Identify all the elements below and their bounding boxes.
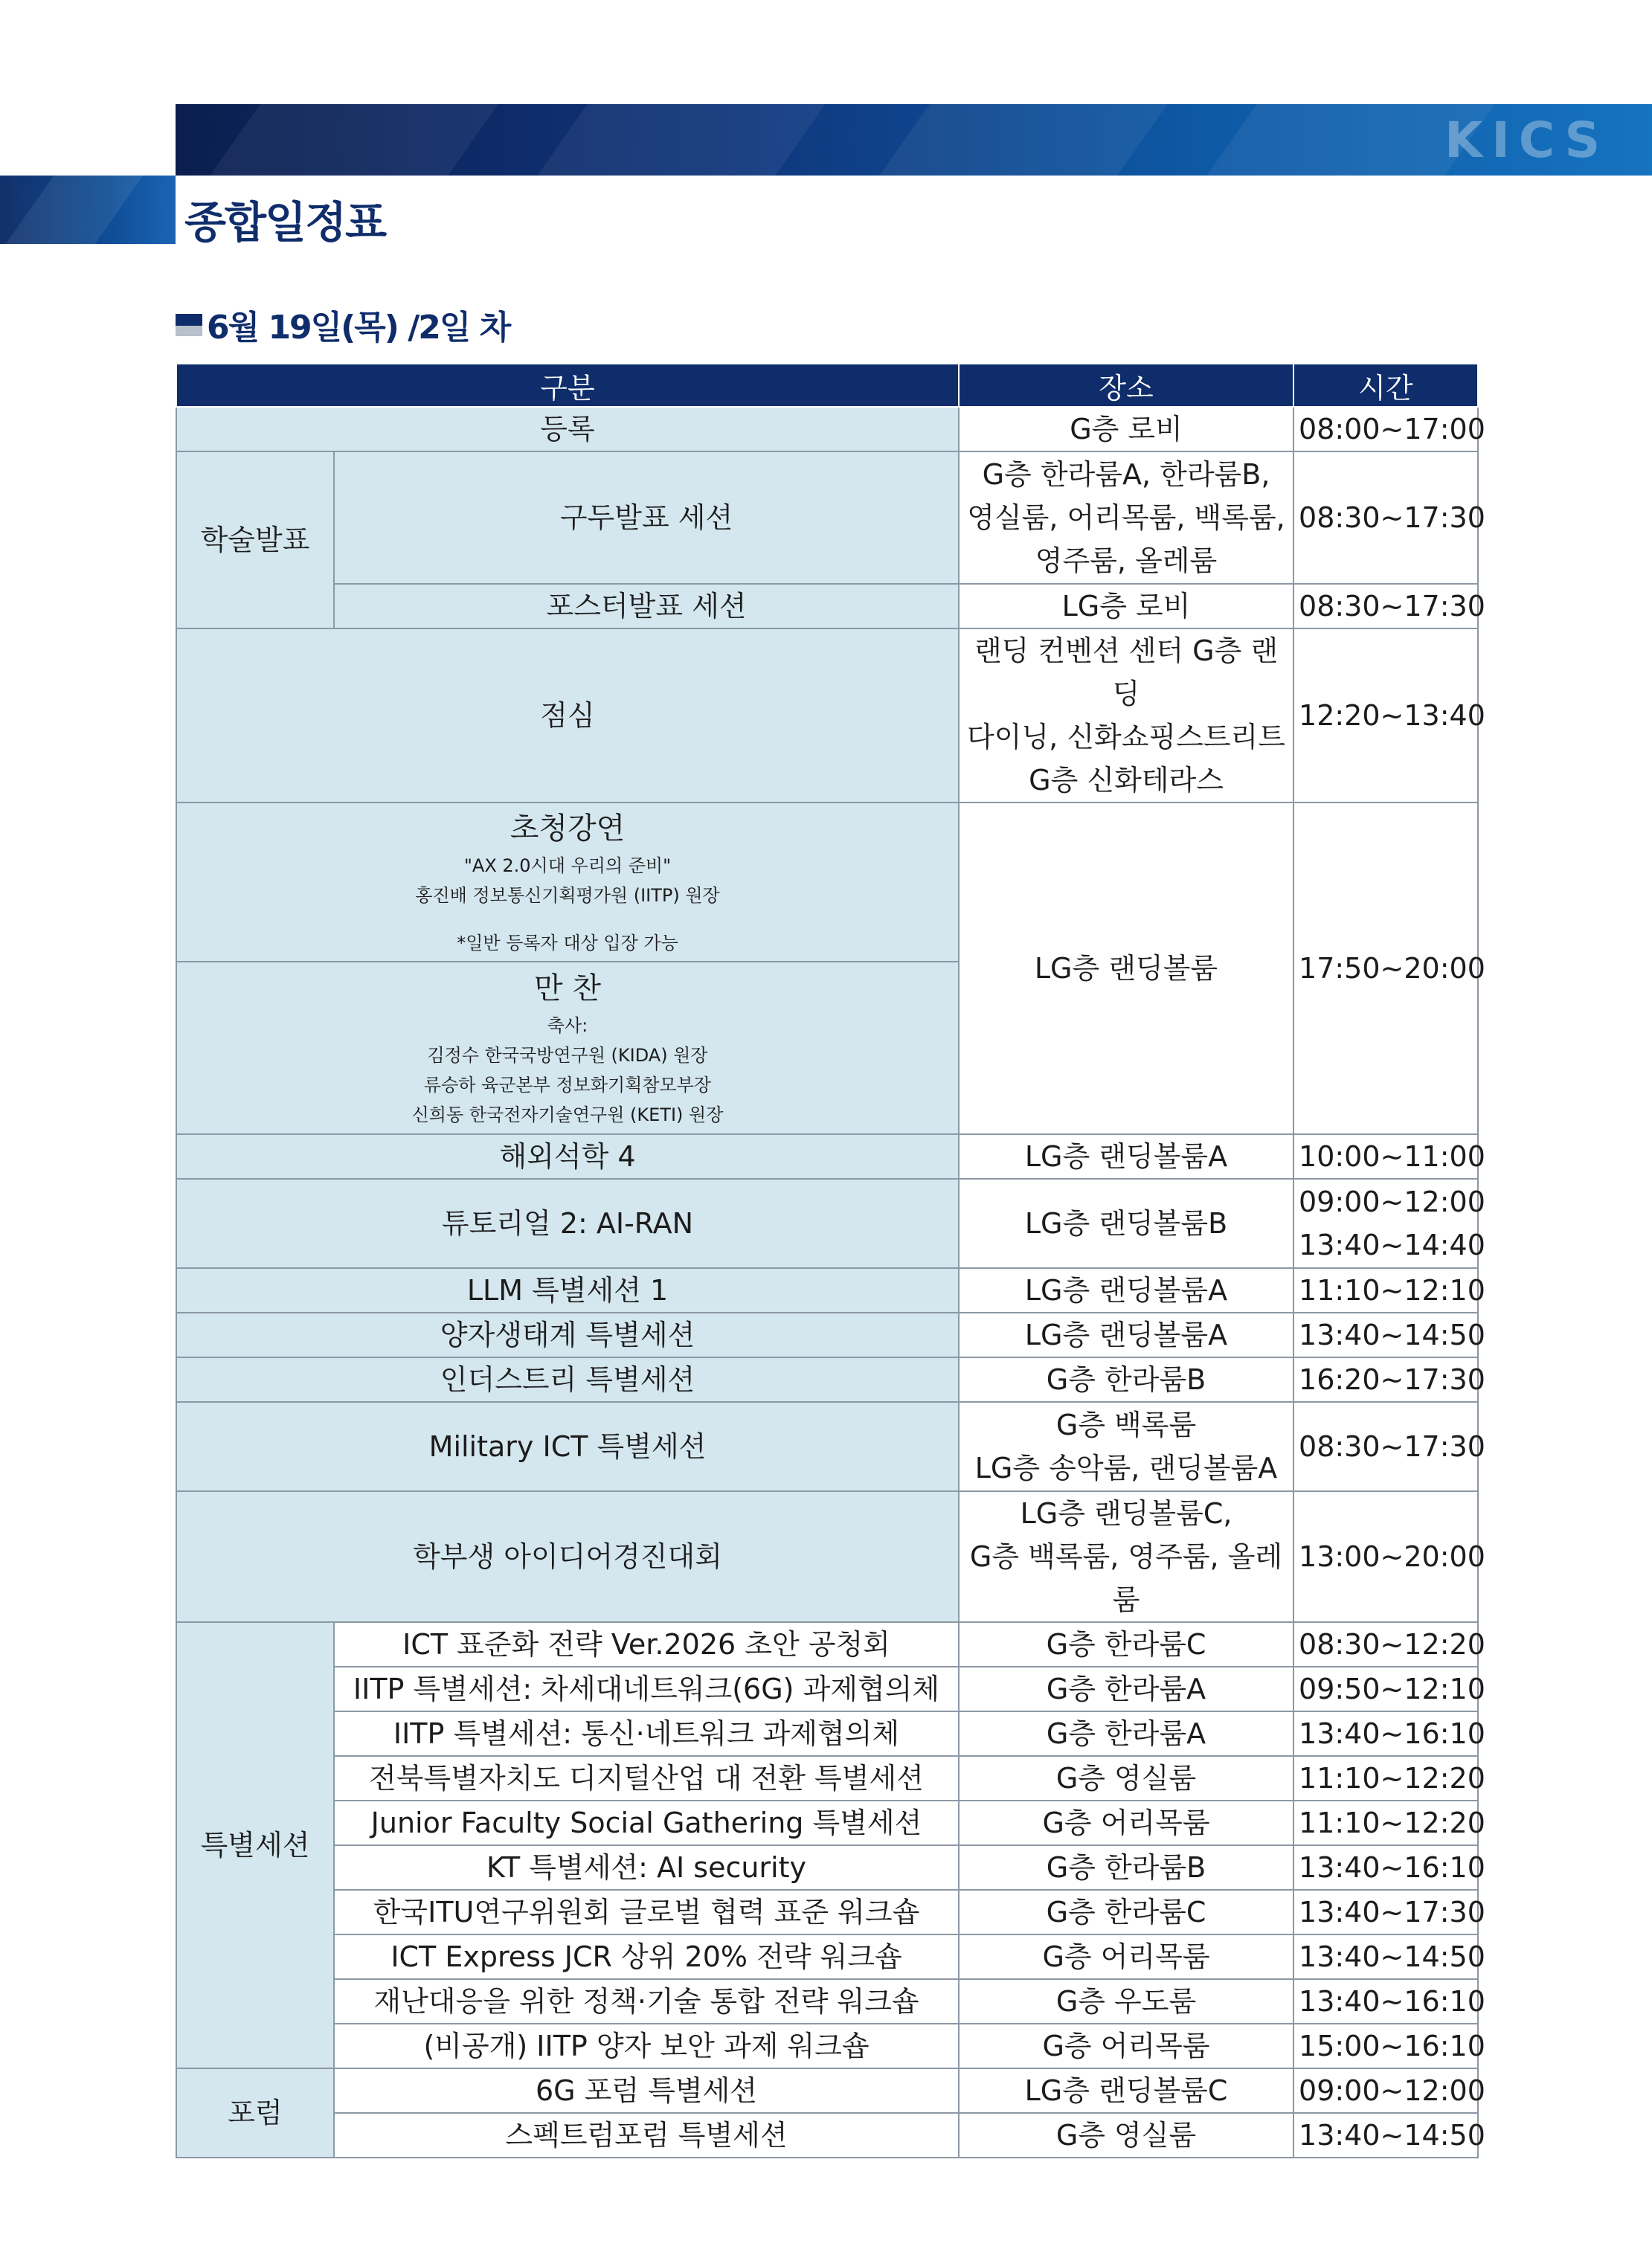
table-row [176,1134,1478,1179]
banquet-label: 만 찬 [534,971,601,1006]
poster-venue: LG층 로비 [959,584,1293,628]
special-venue: G층 한라룸B [959,1845,1293,1890]
table-row [176,1491,1478,1622]
table-row [176,1313,1478,1357]
overseas-venue: LG층 랜딩볼룸A [959,1134,1293,1179]
table-row [176,1268,1478,1313]
special-label: IITP 특별세션: 차세대네트워크(6G) 과제협의체 [334,1667,959,1711]
special-label: KT 특별세션: AI security [334,1845,959,1890]
forum-venue: LG층 랜딩볼룸C [959,2068,1293,2113]
special-time: 11:10~12:20 [1293,1756,1478,1801]
lunch-time: 12:20~13:40 [1293,628,1478,802]
undergrad-time: 13:00~20:00 [1293,1491,1478,1622]
overseas-label: 해외석학 4 [176,1134,959,1179]
table-row [176,1979,1478,2024]
oral-label: 구두발표 세션 [334,451,959,584]
page-title: 종합일정표 [184,197,386,248]
special-venue: G층 영실룸 [959,1756,1293,1801]
banquet-speaker: 신희동 한국전자기술연구원 (KETI) 원장 [411,1104,724,1125]
section-marker-icon [176,314,202,336]
quantum-time: 13:40~14:50 [1293,1313,1478,1357]
special-venue: G층 한라룸A [959,1711,1293,1756]
table-row [176,1934,1478,1979]
kics-logo: KICS [1444,112,1609,169]
oral-venue: G층 한라룸A, 한라룸B, 영실룸, 어리목룸, 백록룸, 영주룸, 올레룸 [959,451,1293,584]
tutorial-venue: LG층 랜딩볼룸B [959,1179,1293,1268]
quantum-label: 양자생태계 특별세션 [176,1313,959,1357]
academic-group: 학술발표 [176,451,334,628]
special-venue: G층 한라룸A [959,1667,1293,1711]
special-time: 13:40~16:10 [1293,1979,1478,2024]
special-venue: G층 어리목룸 [959,1934,1293,1979]
llm-venue: LG층 랜딩볼룸A [959,1268,1293,1313]
industry-venue: G층 한라룸B [959,1357,1293,1402]
table-row [176,1711,1478,1756]
special-label: (비공개) IITP 양자 보안 과제 워크숍 [334,2024,959,2068]
table-row [176,1845,1478,1890]
lunch-label: 점심 [176,628,959,802]
quantum-venue: LG층 랜딩볼룸A [959,1313,1293,1357]
table-header-row [176,364,1478,407]
keynote-time: 17:50~20:00 [1293,802,1478,1134]
special-label: IITP 특별세션: 통신·네트워크 과제협의체 [334,1711,959,1756]
oral-time: 08:30~17:30 [1293,451,1478,584]
forum-group: 포럼 [176,2068,334,2158]
banquet-cell [176,962,959,1134]
table-row [176,584,1478,628]
table-row [176,1357,1478,1402]
special-group: 특별세션 [176,1622,334,2068]
banquet-congrats: 축사: [547,1015,588,1036]
special-venue: G층 어리목룸 [959,1801,1293,1845]
table-row [176,1402,1478,1491]
undergrad-label: 학부생 아이디어경진대회 [176,1491,959,1622]
undergrad-venue: LG층 랜딩볼룸C, G층 백록룸, 영주룸, 올레룸 [959,1491,1293,1622]
lunch-venue: 랜딩 컨벤션 센터 G층 랜딩 다이닝, 신화쇼핑스트리트 G층 신화테라스 [959,628,1293,802]
header-time: 시간 [1293,364,1478,407]
forum-time: 09:00~12:00 [1293,2068,1478,2113]
table-row [176,2068,1478,2113]
special-venue: G층 우도룸 [959,1979,1293,2024]
registration-time: 08:00~17:00 [1293,407,1478,451]
table-row [176,2024,1478,2068]
llm-time: 11:10~12:10 [1293,1268,1478,1313]
table-row [176,628,1478,802]
poster-time: 08:30~17:30 [1293,584,1478,628]
table-row [176,1667,1478,1711]
table-row [176,407,1478,451]
keynote-venue: LG층 랜딩볼룸 [959,802,1293,1134]
special-time: 09:50~12:10 [1293,1667,1478,1711]
keynote-label: 초청강연 [510,811,626,846]
industry-time: 16:20~17:30 [1293,1357,1478,1402]
tutorial-label: 튜토리얼 2: AI-RAN [176,1179,959,1268]
header-venue: 장소 [959,364,1293,407]
special-time: 13:40~16:10 [1293,1711,1478,1756]
military-time: 08:30~17:30 [1293,1402,1478,1491]
tutorial-time: 09:00~12:00 13:40~14:40 [1293,1179,1478,1268]
industry-label: 인더스트리 특별세션 [176,1357,959,1402]
table-row [176,802,1478,962]
table-row [176,1801,1478,1845]
schedule-table [176,363,1485,2158]
table-row [176,1890,1478,1934]
poster-label: 포스터발표 세션 [334,584,959,628]
special-time: 08:30~12:20 [1293,1622,1478,1667]
forum-label: 6G 포럼 특별세션 [334,2068,959,2113]
keynote-cell [176,802,959,962]
forum-time: 13:40~14:50 [1293,2113,1478,2158]
banquet-speaker: 류승하 육군본부 정보화기획참모부장 [423,1075,712,1096]
keynote-topic: "AX 2.0시대 우리의 준비" [463,855,672,876]
special-time: 11:10~12:20 [1293,1801,1478,1845]
table-row [176,1622,1478,1667]
overseas-time: 10:00~11:00 [1293,1134,1478,1179]
military-venue: G층 백록룸 LG층 송악룸, 랜딩볼룸A [959,1402,1293,1491]
registration-label: 등록 [176,407,959,451]
table-row [176,2113,1478,2158]
header-banner-left [0,176,176,244]
special-label: ICT Express JCR 상위 20% 전략 워크숍 [334,1934,959,1979]
military-label: Military ICT 특별세션 [176,1402,959,1491]
forum-label: 스펙트럼포럼 특별세션 [334,2113,959,2158]
special-label: 재난대응을 위한 정책·기술 통합 전략 워크숍 [334,1979,959,2024]
header-banner [176,104,1652,176]
header-category: 구분 [176,364,959,407]
forum-venue: G층 영실룸 [959,2113,1293,2158]
special-time: 13:40~16:10 [1293,1845,1478,1890]
table-row [176,451,1478,584]
keynote-note: *일반 등록자 대상 입장 가능 [457,933,678,953]
banquet-speaker: 김정수 한국국방연구원 (KIDA) 원장 [427,1045,708,1066]
registration-venue: G층 로비 [959,407,1293,451]
special-venue: G층 한라룸C [959,1622,1293,1667]
special-label: 한국ITU연구위원회 글로벌 협력 표준 워크숍 [334,1890,959,1934]
special-venue: G층 어리목룸 [959,2024,1293,2068]
special-venue: G층 한라룸C [959,1890,1293,1934]
section-title: 6월 19일(목) /2일 차 [207,309,510,347]
special-time: 13:40~14:50 [1293,1934,1478,1979]
special-time: 15:00~16:10 [1293,2024,1478,2068]
special-time: 13:40~17:30 [1293,1890,1478,1934]
table-row [176,1179,1478,1268]
special-label: ICT 표준화 전략 Ver.2026 초안 공청회 [334,1622,959,1667]
llm-label: LLM 특별세션 1 [176,1268,959,1313]
keynote-speaker: 홍진배 정보통신기획평가원 (IITP) 원장 [415,885,720,906]
special-label: 전북특별자치도 디지털산업 대 전환 특별세션 [334,1756,959,1801]
special-label: Junior Faculty Social Gathering 특별세션 [334,1801,959,1845]
table-row [176,1756,1478,1801]
